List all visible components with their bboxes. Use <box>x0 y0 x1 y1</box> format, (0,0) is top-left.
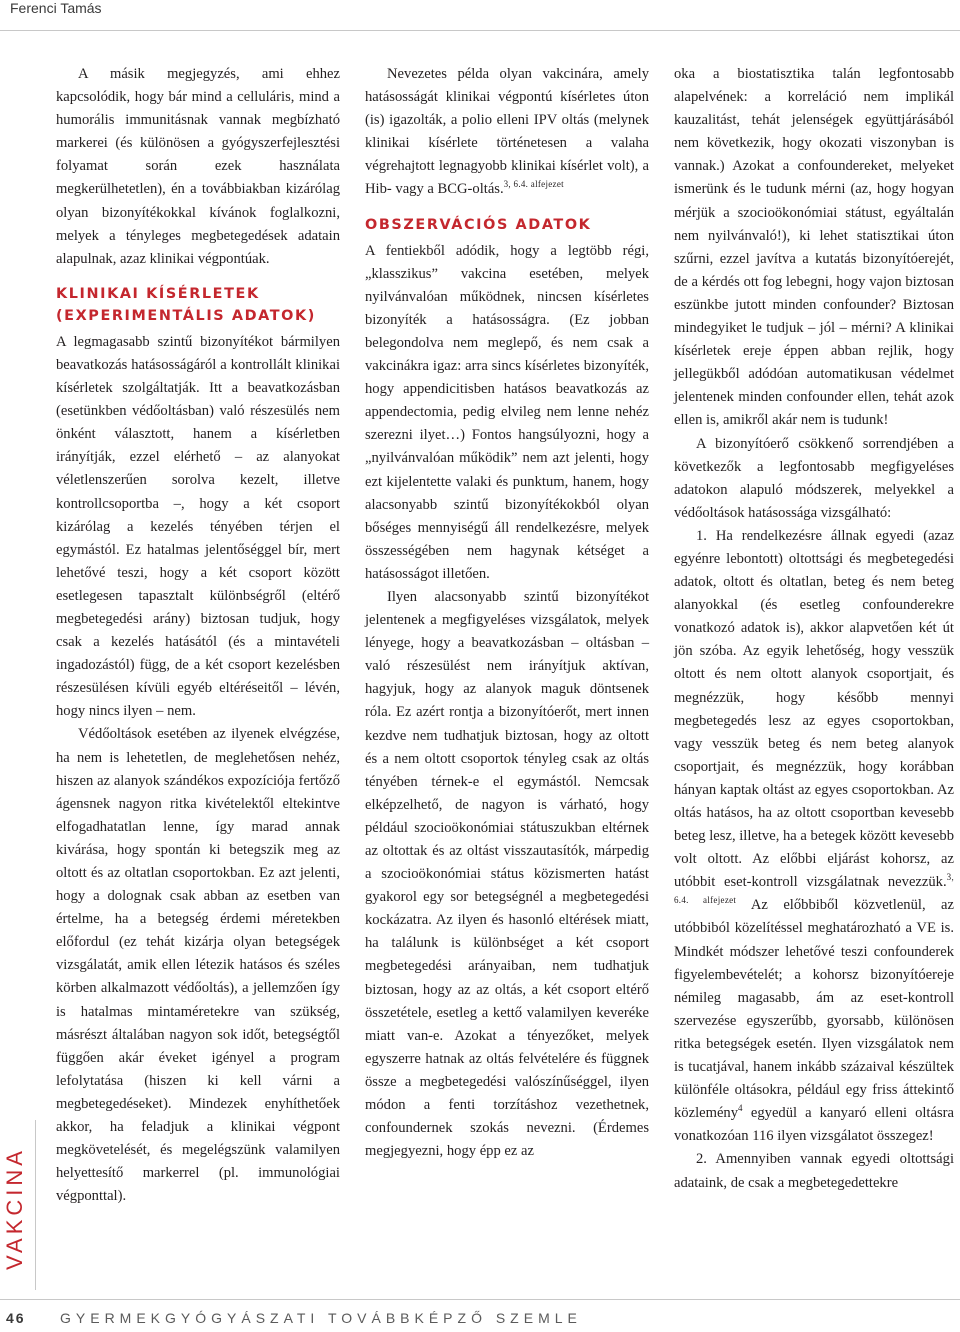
reference-marker: 3, 6.4. alfejezet <box>674 872 954 906</box>
paragraph: A legmagasabb szintű bizonyítékot bármilyen beavatkozás hatásosságáról a kontrollált klinikai kísérletek szolgáltatják. Itt a beavatkozásban (esetünkben védőoltásban) való részesülés nem önként választott, hanem a kísérletben irányítják, ezzel elérhető – az alanyokat véletlenszerűen sorolva kezelt, illetve kontrollcsoportba –, hogy a két csoport kizárólag a kezelés tényében térjen el egymástól. Ez hatalmas jelentőséggel bír, mert lehetővé teszi, hogy a két csoport között esetlegesen tapasztalt különbségről (eltérő megbetegedési arány) biztosan tudjuk, hogy csak a kezelés hatásától (és a mintavételi ingadozástól) függ, de a két csoport kezelésben részesülésen kívüli egyéb eltéréseitől – lévén, hogy nincs ilyen – nem. <box>56 333 340 720</box>
paragraph <box>365 63 649 202</box>
running-header-author: Ferenci Tamás <box>10 0 102 16</box>
list-item: 2. Amennyiben vannak egyedi oltottsági adataink, de csak a megbetegedettekre <box>674 1151 954 1191</box>
footer-rule <box>0 1299 960 1300</box>
side-rule <box>35 1120 36 1290</box>
paragraph: A fentiekből adódik, hogy a legtöbb régi, „klasszikus” vakcina esetében, melyek nyilvánvalóan működnek, nincsen kísérletes bizonyíték a hatásosságra. (Ez jobban belegondolva nem meglepő, és nem csak a vakcinákra igaz: arra sincs kísérletes bizonyíték, hogy appendicitisben hatásos beavatkozás az appendectomia, pedig elvileg nem lenne nehéz szerezni ilyet…) Fontos hangsúlyozni, hogy a „nyilvánvalóan működik” nem azt jelenti, hogy ezt kijelentette valaki és punktum, hanem, hogy alacsonyabb szintű bizonyítékokból olyan bőséges mennyiségű áll rendelkezésre, melyek összességében nem hagynak kétséget a hatásosságot illetően. <box>365 242 649 582</box>
list-item-text: Az előbbiből közvetlenül, az utóbbiból közelítéssel meghatározható a VE is. Mindkét módszer lehetővé teszi confounderek figyelembevételét; a kohorsz bizonyítóereje némileg magasabb, ám az eset-kontroll szervezése egyszerűbb, gyorsabb, különösen ritka betegségek esetén. Ilyen vizsgálatok nem is tucatjával, hanem inkább százaival készültek különféle oltásokra, például egy friss áttekintő közlemény <box>674 897 955 1122</box>
reference-marker: 3, 6.4. alfejezet <box>503 179 564 190</box>
page-number: 46 <box>6 1310 26 1326</box>
column-3 <box>674 63 954 1195</box>
column-1 <box>56 63 340 1208</box>
paragraph: Ilyen alacsonyabb szintű bizonyítékot jelentenek a megfigyeléses vizsgálatok, melyek lényege, hogy a beavatkozásban – oltásban – való részesülést nem irányítjuk aktívan, hagyjuk, hogy az alanyok maguk döntsenek róla. Ez azért rontja a bizonyítóerőt, mert innen kezdve nem tudhatjuk biztosan, hogy az oltott és a nem oltott csoportok tényleg csak az oltás tényében térnek-e el egymástól. Nemcsak elképzelhető, de nagyon is várható, hogy például szocioökonómiai státuszukban eltérnek az oltottak és az oltást visszautasítók, márpedig a szocioökonómiai státus közismerten hatást gyakorol egy sor betegségnél a megbetegedési kockázatra. Az ilyen és hasonló eltérések miatt, ha találunk is különbséget a két csoport megbetegedési arányaiban, nem tudhatjuk biztosan, hogy az az oltás, a két csoport eltérő összetétele, esetleg a kettő valamilyen keveréke miatt van-e. Azokat a tényezőket, melyek egyszerre hatnak az oltás felvételére és függnek össze a megbetegedési valószínűséggel, ilyen módon a fenti torzításhoz vezethetnek, confoundernek szokás nevezni. (Érdemes megjegyezni, hogy épp ez az <box>365 588 649 1160</box>
section-heading: KLINIKAI KÍSÉRLETEK (EXPERIMENTÁLIS ADATOK) <box>56 285 316 324</box>
list-item-text: egyedül a kanyaró elleni oltásra vonatkozóan 116 ilyen vizsgálatot összegez! <box>674 1105 954 1145</box>
journal-title: GYERMEKGYÓGYÁSZATI TOVÁBBKÉPZŐ SZEMLE <box>60 1310 582 1326</box>
paragraph: A másik megjegyzés, ami ehhez kapcsolódik, hogy bár mind a celluláris, mind a humorális immunitásnak vannak megbízható markerei (és különösen a gyógyszerfejlesztési folyamat során ezek használata megkerülhetetlen), én a továbbiakban kizárólag olyan bizonyítékokkal kívánok foglalkozni, melyek a tényleges megbetegedések adatain alapulnak, azaz klinikai végpontúak. <box>56 66 340 267</box>
section-heading: OBSZERVÁCIÓS ADATOK <box>365 216 592 233</box>
header-rule <box>0 30 960 31</box>
paragraph-text: Nevezetes példa olyan vakcinára, amely hatásosságát klinikai végpontú kísérletes úton (is) igazolták, a polio elleni IPV oltás (melynek klinikai kísérlete történetesen a valaha végrehajtott legnagyobb klinikai kísérlet volt), a Hib- vagy a BCG-oltás. <box>365 66 649 198</box>
reference-marker: 4 <box>738 1103 743 1114</box>
column-2 <box>365 63 649 1163</box>
list-item-text: 1. Ha rendelkezésre állnak egyedi (azaz egyénre lebontott) oltottsági és megbetegedési adatok, oltott és oltatlan, beteg és nem beteg alanyokkal (és esetleg confounderekre vonatkozó adatok is), akkor alapvetően két út jön szóba. Az egyik lehetőség, hogy vesszük oltott és nem oltott alanyok csoportjait, és megnézzük, hogy később mennyi megbetegedés lesz az egyes csoportokban, vagy vesszük beteg és nem beteg alanyok csoportjait, és megnézzük, hogy korábban hányan kaptak oltást az egyes csoportokban. Az oltás hatásos, ha az oltott csoportban kevesebb beteg lesz, illetve, ha a betegek között kevesebb volt oltott. Az előbbi eljárást kohorsz, az utóbbit eset-kontroll vizsgálatnak nevezzük. <box>674 527 955 891</box>
section-label-vertical: VAKCINA <box>2 1147 27 1270</box>
paragraph: oka a biostatisztika talán legfontosabb alapelvének: a korreláció nem implikál kauzalitást, tehát jelenségek együttjárásából nem következik, hogy okozati viszonyban is vannak.) Azokat a confoundereket, melyeket ismerünk és le tudunk mérni (az, hogy hogyan mérjük a szocioökonómiai státust, egyáltalán nem nyilvánvaló!), ki lehet statisztikai úton szűrni, ezzel javítva a kutatás bizonyítóerejét, de a kérdés ott fog lebegni, hogy vajon biztosan eszünkbe jutott minden confounder? Biztosan mindegyiket le tudjuk – jól – mérni? A klinikai kísérletek ereje éppen abban rejlik, hogy jellegükből adódóan automatikusan védelmet jelentenek minden confounder ellen, tehát azok ellen is, amikről akár nem is tudunk! <box>674 66 954 429</box>
paragraph: A bizonyítóerő csökkenő sorrendjében a következők a legfontosabb megfigyeléses adatokon alapuló módszerek, melyekkel a védőoltások hatásossága vizsgálható: <box>674 435 954 521</box>
paragraph: Védőoltások esetében az ilyenek elvégzése, ha nem is lehetetlen, de meglehetősen nehéz, hiszen az alanyok szándékos expozíciója fertőző ágensnek nagyon ritka kivételektől eltekintve elfogadhatatlan lenne, így marad annak kivárása, hogy spontán ki betegszik meg az oltott és az oltatlan csoportokban. Ez azt jelenti, hogy a dolognak csak abban az esetben van értelme, ha a betegség érdemi méretekben előfordul (ez tehát kizárja olyan betegségek vizsgálatát, amik ellen létezik hatásos és széles körben alkalmazott védőoltás), a jellemzően így is hatalmas mintaméretekre van szükség, másrészt általában nagyon sok időt, betegségtől függően akár éveket igényel a program lefolytatása (hiszen ki kell várni a megbetegedéseket). Mindezek enyhíthetőek akkor, ha feladjuk a klinikai végpont megkövetelését, és megelégszünk valamilyen helyettesítő markerrel (pl. immunológiai végponttal). <box>56 726 340 1205</box>
list-item <box>674 525 954 1149</box>
